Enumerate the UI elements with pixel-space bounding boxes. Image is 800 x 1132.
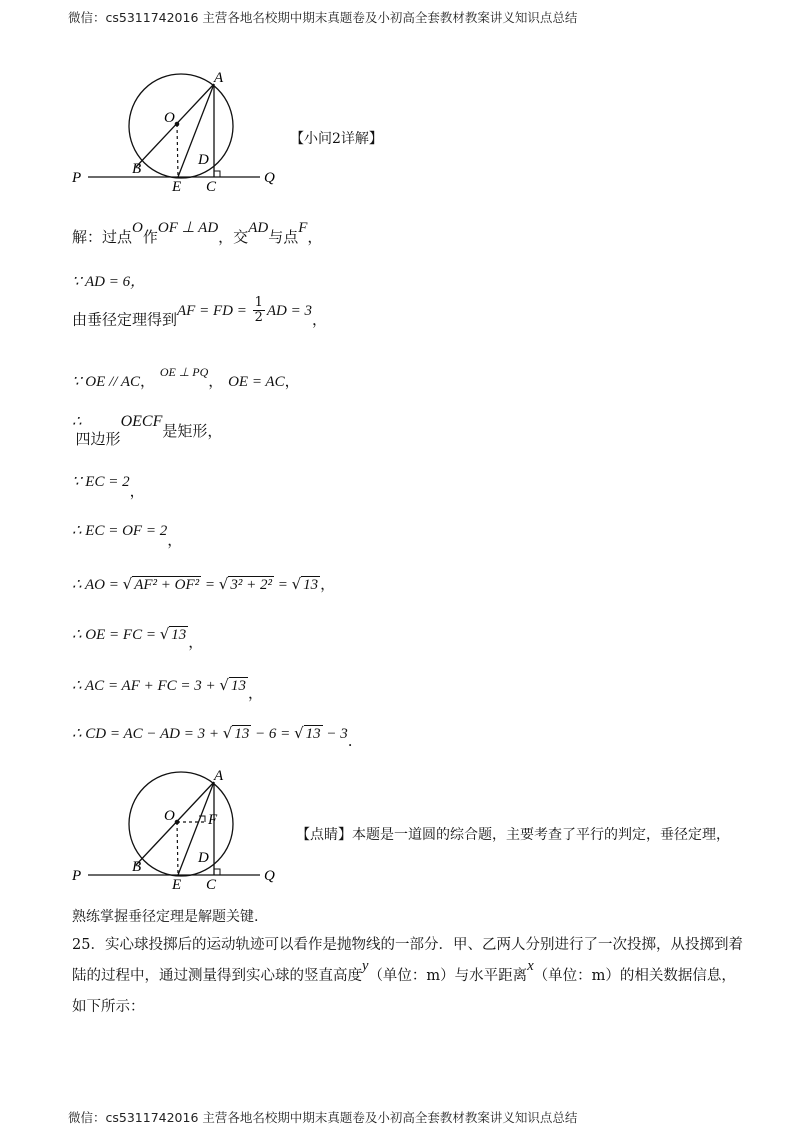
label-A: A (214, 768, 224, 784)
label-O: O (164, 110, 175, 126)
comment-tag: 【点睛】 (296, 827, 352, 843)
comment-line-1: 【点睛】本题是一道圆的综合题，主要考查了平行的判定，垂径定理， (296, 827, 730, 843)
solution-line-1: 解：过点O作OF ⊥ AD，交AD与点F， (72, 220, 323, 246)
label-E: E (172, 877, 182, 893)
solution-line-8: ∴ AO = √ AF² + OF² = √ 3² + 2² = √ 13 ， (72, 575, 336, 593)
solution-line-6: ∵ EC = 2， (72, 474, 145, 500)
circle-tangent-diagram-with-f (68, 768, 288, 893)
solution-line-2: ∵ AD = 6， (72, 274, 146, 290)
label-B: B (132, 161, 142, 177)
solution-line-3: 由垂径定理得到AF = FD = $\frac{1}{2}$ AD = 3， (72, 295, 328, 329)
label-P: P (72, 170, 82, 186)
solution-line-9: ∴ OE = FC = √ 13 ， (72, 625, 204, 651)
label-D: D (198, 850, 209, 866)
page-footer: 微信：cs5311742016 主营各地名校期中期末真题卷及小初高全套教材教案讲义知识点总结 (68, 1110, 578, 1125)
geometry-figure-1 (68, 70, 288, 195)
solution-line-5: ∴四边形OECF是矩形， (72, 413, 223, 448)
label-F: F (208, 812, 218, 828)
question-25: 25．实心球投掷后的运动轨迹可以看作是抛物线的一部分．甲、乙两人分别进行了一次投掷，从投掷到着 陆的过程中，通过测量得到实心球的竖直高度y（单位：m）与水平距离x（单位：m）的相关数据信息， 如下所示： (72, 937, 743, 1015)
label-D: D (198, 152, 209, 168)
label-C: C (206, 179, 217, 195)
label-Q: Q (264, 868, 275, 884)
fraction-one-half: $\frac{1}{2}$ (254, 295, 263, 325)
label-E: E (172, 179, 182, 195)
solution-line-10: ∴ AC = AF + FC = 3 + √ 13 ， (72, 676, 263, 702)
solution-line-7: ∴ EC = OF = 2， (72, 523, 183, 549)
label-P: P (72, 868, 82, 884)
label-B: B (132, 859, 142, 875)
label-A: A (214, 70, 224, 86)
geometry-figure-2 (68, 768, 288, 893)
label-C: C (206, 877, 217, 893)
solution-line-4: ∵ OE // AC， $^{OE \perp PQ}$， OE = AC， (72, 365, 300, 390)
solution-line-11: ∴ CD = AC − AD = 3 + √ 13 − 6 = √ 13 − 3. (72, 724, 353, 750)
comment-line-2: 熟练掌握垂径定理是解题关键. (72, 909, 259, 925)
circle-tangent-diagram (68, 70, 288, 195)
detail-heading: 【小问2详解】 (290, 131, 383, 147)
page-header: 微信：cs5311742016 主营各地名校期中期末真题卷及小初高全套教材教案讲义知识点总结 (68, 10, 578, 25)
label-O: O (164, 808, 175, 824)
label-Q: Q (264, 170, 275, 186)
